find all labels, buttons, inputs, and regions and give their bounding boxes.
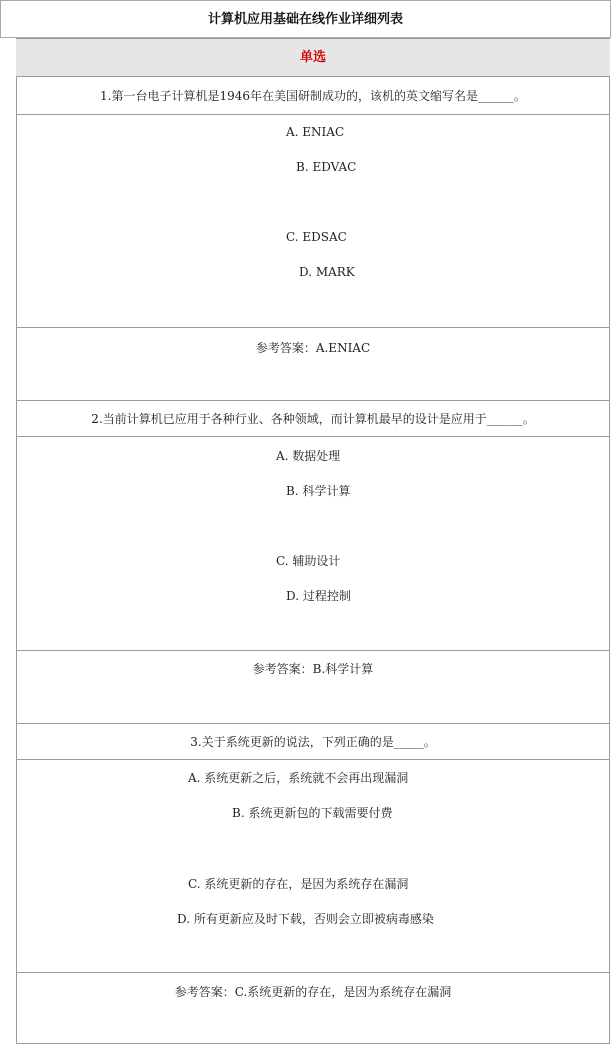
question-2-option-a: A. 数据处理 — [276, 449, 341, 463]
question-1-option-d: D. MARK — [299, 265, 355, 279]
section-header: 单选 — [16, 38, 610, 76]
question-2-option-b: B. 科学计算 — [286, 484, 351, 498]
question-3-option-d: D. 所有更新应及时下载，否则会立即被病毒感染 — [177, 912, 434, 926]
question-1-options — [16, 114, 610, 327]
question-2-option-c: C. 辅助设计 — [276, 554, 341, 568]
question-1-option-b: B. EDVAC — [296, 160, 357, 174]
question-3-answer: 参考答案：C.系统更新的存在，是因为系统存在漏洞 — [16, 972, 610, 1043]
question-3-option-a: A. 系统更新之后，系统就不会再出现漏洞 — [188, 771, 409, 785]
question-2-text: 2.当前计算机已应用于各种行业、各种领域，而计算机最早的设计是应用于______。 — [16, 400, 610, 436]
question-1-answer: 参考答案：A.ENIAC — [16, 327, 610, 400]
question-3-options — [16, 759, 610, 972]
question-1-option-c: C. EDSAC — [286, 230, 347, 244]
page-title: 计算机应用基础在线作业详细列表 — [0, 0, 611, 38]
question-3-option-b: B. 系统更新包的下载需要付费 — [232, 806, 393, 820]
question-3-option-c: C. 系统更新的存在，是因为系统存在漏洞 — [188, 877, 409, 891]
question-2-options — [16, 436, 610, 650]
question-1-text: 1.第一台电子计算机是1946年在美国研制成功的，该机的英文缩写名是______。 — [16, 76, 610, 114]
question-1-option-a: A. ENIAC — [286, 125, 345, 139]
table-bottom-border — [16, 1043, 610, 1044]
question-2-answer: 参考答案：B.科学计算 — [16, 650, 610, 723]
question-2-option-d: D. 过程控制 — [286, 589, 351, 603]
question-3-text: 3.关于系统更新的说法，下列正确的是_____。 — [16, 723, 610, 759]
